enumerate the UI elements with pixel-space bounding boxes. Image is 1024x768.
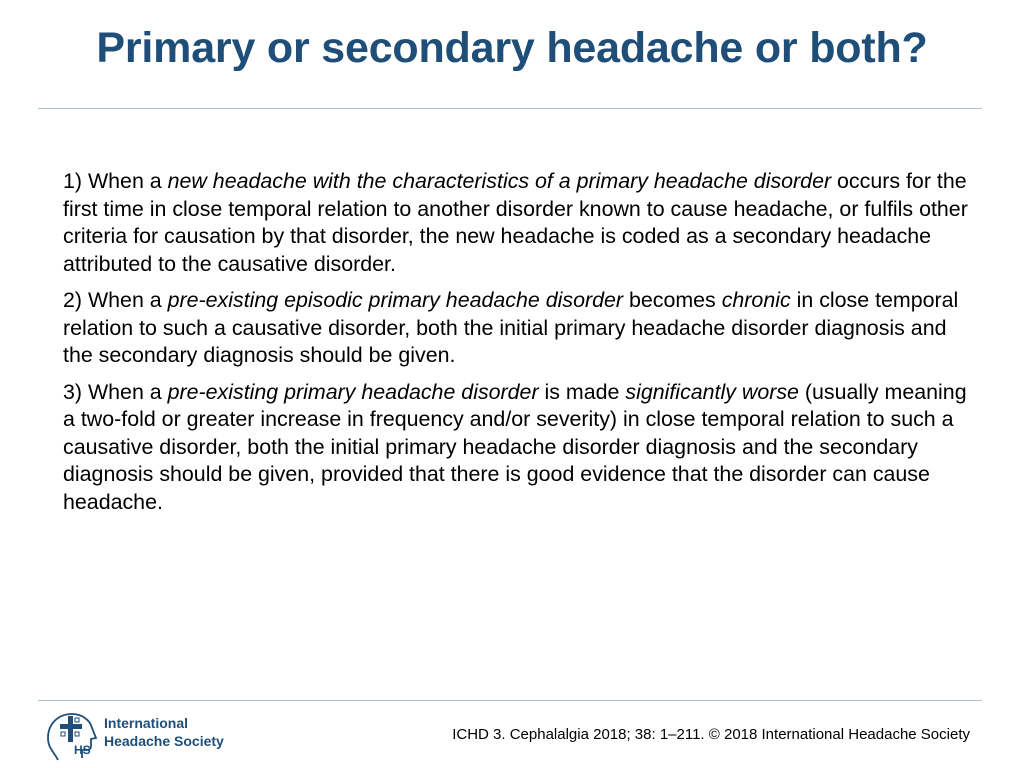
emphasis-text: significantly worse: [625, 379, 799, 404]
svg-text:HS: HS: [74, 743, 91, 757]
footer-divider: [38, 700, 982, 701]
logo-text: [104, 714, 224, 750]
body-text: occurs for the first time in close temporal relation to another disorder known to cause headache, or fulfils other criteria for causation by that disorder, the new headache is coded as a secondary headache attributed to the causative disorder.: [63, 169, 968, 276]
emphasis-text: new headache with the characteristics of a primary headache disorder: [167, 169, 832, 193]
body-text: is made: [538, 379, 626, 404]
paragraph-1: [63, 168, 973, 278]
citation: ICHD 3. Cephalalgia 2018; 38: 1–211. © 2018 International Headache Society: [452, 726, 970, 743]
paragraph-3: [63, 379, 973, 517]
ihs-logo: [44, 708, 234, 764]
body-text: 2) When a: [63, 288, 168, 312]
emphasis-text: pre-existing episodic primary headache disorder: [167, 288, 624, 312]
title-divider: [38, 108, 982, 109]
body-text: 1) When a: [63, 169, 168, 193]
body-text: (usually meaning a two-fold or greater increase in frequency and/or severity) in close temporal relation to such a causative disorder, both the initial primary headache disorder diagnosis and the secondary diagnosis should be given, provided that there is good evidence that the disorder can cause headache.: [63, 379, 967, 514]
slide-body: [63, 168, 973, 525]
ihs-head-logo-icon: [44, 708, 100, 764]
logo-line-2: Headache Society: [104, 733, 224, 749]
paragraph-2: [63, 287, 973, 370]
body-text: becomes: [623, 288, 722, 312]
slide-title: Primary or secondary headache or both?: [96, 24, 928, 72]
body-text: 3) When a: [63, 379, 168, 404]
emphasis-text: pre-existing primary headache disorder: [167, 379, 539, 404]
body-text: in close temporal relation to such a causative disorder, both the initial primary headache disorder diagnosis and the secondary diagnosis should be given.: [63, 288, 959, 367]
emphasis-text: chronic: [721, 288, 791, 312]
logo-line-1: International: [104, 715, 189, 731]
